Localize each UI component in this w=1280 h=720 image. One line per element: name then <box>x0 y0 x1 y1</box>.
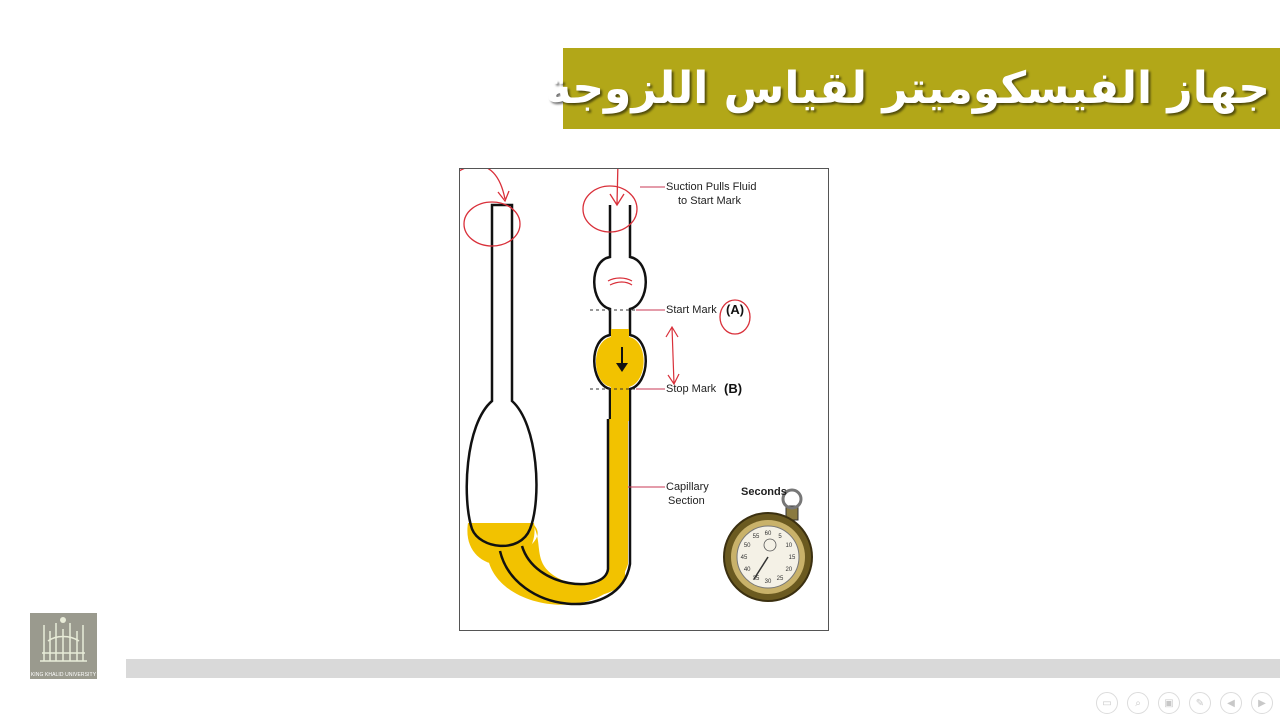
stop-mark-letter: (B) <box>724 381 743 396</box>
start-mark-letter: (A) <box>726 302 745 317</box>
title-banner <box>545 48 1280 129</box>
suction-label-line1: Suction Pulls Fluid <box>666 181 757 193</box>
start-mark-label: Start Mark <box>666 304 717 316</box>
annotation-double-arrow <box>666 327 679 384</box>
zoom-button[interactable]: ⌕ <box>1127 692 1149 714</box>
capillary-label-line1: Capillary <box>666 481 709 493</box>
viscometer-diagram <box>459 168 829 631</box>
stopwatch-number: 15 <box>788 555 796 561</box>
seconds-label: Seconds <box>741 486 787 498</box>
slide-title: جهاز الفيسكوميتر لقياس اللزوجة <box>545 63 1270 114</box>
university-logo <box>30 613 97 679</box>
slides-button[interactable]: ▣ <box>1158 692 1180 714</box>
pen-button[interactable]: ✎ <box>1189 692 1211 714</box>
stopwatch-number: 55 <box>752 534 760 541</box>
stopwatch-number: 45 <box>740 555 748 561</box>
stopwatch-number: 60 <box>764 531 772 537</box>
next-button[interactable]: ▶ <box>1251 692 1273 714</box>
annotation-arrow-right <box>610 169 624 205</box>
presentation-controls <box>1096 692 1273 716</box>
fluid-u-bend <box>468 424 625 597</box>
stopwatch-number: 25 <box>776 575 784 582</box>
annotation-arrow-left <box>460 169 505 199</box>
university-emblem <box>30 613 97 679</box>
stopwatch-number: 5 <box>778 534 782 541</box>
university-caption: KING KHALID UNIVERSITY <box>30 672 97 678</box>
viscometer-illustration <box>460 169 830 632</box>
stop-mark-label: Stop Mark <box>666 383 717 395</box>
right-tube-top-r <box>630 205 646 419</box>
footer-bar <box>126 659 1280 678</box>
stopwatch-number: 35 <box>752 575 760 582</box>
stopwatch-number: 50 <box>743 543 751 549</box>
menu-button[interactable]: ▭ <box>1096 692 1118 714</box>
right-tube-top <box>594 205 610 419</box>
stopwatch-number: 20 <box>785 567 793 573</box>
stopwatch-number: 40 <box>743 567 751 573</box>
stopwatch-number: 10 <box>785 543 793 549</box>
fluid-right-bulb <box>596 329 644 421</box>
capillary-label-line2: Section <box>668 495 705 507</box>
suction-label-line2: to Start Mark <box>678 195 741 207</box>
stopwatch-number: 30 <box>764 579 772 585</box>
left-tube <box>467 205 537 546</box>
prev-button[interactable]: ◀ <box>1220 692 1242 714</box>
